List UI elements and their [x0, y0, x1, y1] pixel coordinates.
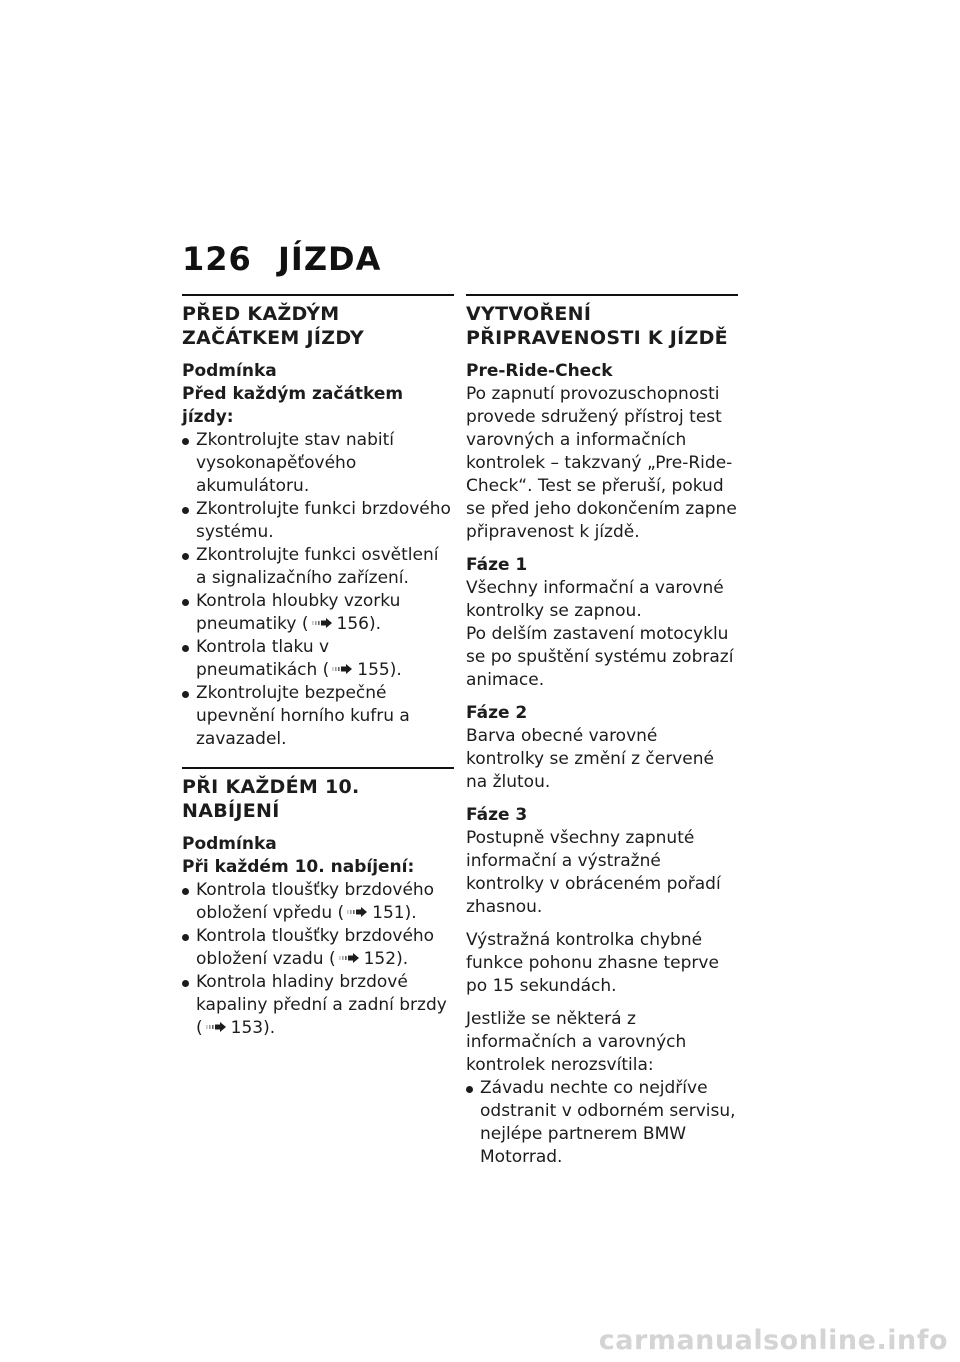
section-divider	[182, 767, 454, 769]
checklist-every-10th-charge	[182, 879, 454, 1040]
bullet-dot-icon	[182, 934, 189, 941]
bullet-item	[182, 429, 454, 498]
page-reference-arrow-icon	[338, 953, 360, 963]
page-reference-link[interactable]: 151	[372, 903, 405, 923]
bullet-text: Zkontrolujte funkci brzdového systému.	[196, 499, 451, 542]
condition-label: Podmínka	[182, 834, 277, 854]
bullet-text: Zkontrolujte stav nabití vysokonapěťového akumulátoru.	[196, 430, 394, 496]
bullet-text: Kontrola hladiny brzdové kapaliny přední a zadní brzdy (	[196, 972, 447, 1038]
bullet-text-after: ).	[404, 903, 417, 923]
bullet-item	[182, 498, 454, 544]
bullet-item	[466, 1077, 738, 1169]
section-title-before-ride: PŘED KAŽDÝM ZAČÁTKEM JÍZDY	[182, 303, 365, 349]
bullet-text: Závadu nechte co nejdříve odstranit v odborném servisu, nejlépe partnerem BMW Motorrad.	[480, 1078, 736, 1167]
bullet-dot-icon	[182, 507, 189, 514]
pre-ride-check-text: Po zapnutí provozuschopnosti provede sdružený přístroj test varovných a informačních kontrolek – takzvaný „Pre-Ride-Check“. Test se přeruší, pokud se před jeho dokončením zapne připravenost k jízdě.	[466, 384, 737, 542]
phase-2-text: Barva obecné varovné kontrolky se změní z červené na žlutou.	[466, 726, 714, 792]
page-reference-arrow-icon	[346, 907, 368, 917]
section-title-ride-readiness: VYTVOŘENÍ PŘIPRAVENOSTI K JÍZDĚ	[466, 303, 728, 349]
bullet-item	[182, 636, 454, 682]
page-reference-arrow-icon	[311, 618, 333, 628]
page-reference-link[interactable]: 153	[230, 1018, 264, 1038]
section-divider	[182, 294, 454, 296]
bullet-text-after: ).	[396, 949, 409, 969]
phase-1-label: Fáze 1	[466, 555, 528, 575]
bullet-dot-icon	[182, 691, 189, 698]
bullet-item	[182, 590, 454, 636]
bullet-item	[182, 971, 454, 1040]
bullet-dot-icon	[182, 599, 189, 606]
bullet-dot-icon	[182, 888, 189, 895]
left-column	[182, 294, 454, 1056]
lamp-not-lit-note: Jestliže se některá z informačních a varovných kontrolek nerozsvítila:	[466, 1009, 687, 1075]
bullet-item	[182, 925, 454, 971]
bullet-dot-icon	[182, 438, 189, 445]
page-reference-link[interactable]: 155	[357, 660, 390, 680]
page-number: 126	[182, 240, 252, 278]
page-reference-arrow-icon	[205, 1022, 227, 1032]
bullet-text: Kontrola tloušťky brzdového obložení vzadu (	[196, 926, 435, 969]
phase-1-text-2: Po delším zastavení motocyklu se po spuštění systému zobrazí animace.	[466, 624, 734, 690]
checklist-lamp-not-lit	[466, 1077, 738, 1169]
phase-3-label: Fáze 3	[466, 805, 528, 825]
checklist-before-ride	[182, 429, 454, 751]
bullet-text-after: ).	[263, 1018, 276, 1038]
section-divider	[466, 294, 738, 296]
bullet-dot-icon	[466, 1086, 473, 1093]
page-header	[182, 240, 381, 278]
bullet-item	[182, 682, 454, 751]
bullet-dot-icon	[182, 980, 189, 987]
condition-text: Před každým začátkem jízdy:	[182, 384, 404, 427]
bullet-dot-icon	[182, 645, 189, 652]
bullet-text: Kontrola hloubky vzorku pneumatiky (	[196, 591, 401, 634]
chapter-title: JÍZDA	[278, 240, 382, 278]
page-reference-arrow-icon	[331, 664, 353, 674]
page-reference-link[interactable]: 156	[336, 614, 369, 634]
phase-3-text: Postupně všechny zapnuté informační a výstražné kontrolky v obráceném pořadí zhasnou.	[466, 828, 721, 917]
pre-ride-check-label: Pre-Ride-Check	[466, 361, 613, 381]
bullet-text: Kontrola tlaku v pneumatikách (	[196, 637, 330, 680]
condition-text: Při každém 10. nabíjení:	[182, 857, 415, 877]
watermark: carmanualsonline.info	[598, 1325, 948, 1356]
bullet-item	[182, 544, 454, 590]
fault-lamp-note: Výstražná kontrolka chybné funkce pohonu zhasne teprve po 15 sekundách.	[466, 930, 719, 996]
bullet-text: Zkontrolujte funkci osvětlení a signalizačního zařízení.	[196, 545, 439, 588]
bullet-text-after: ).	[389, 660, 402, 680]
page-reference-link[interactable]: 152	[363, 949, 397, 969]
bullet-text: Zkontrolujte bezpečné upevnění horního kufru a zavazadel.	[196, 683, 410, 749]
phase-2-label: Fáze 2	[466, 703, 528, 723]
phase-1-text: Všechny informační a varovné kontrolky se zapnou.	[466, 578, 724, 621]
bullet-text-after: ).	[368, 614, 382, 634]
right-column	[466, 294, 738, 1185]
condition-label: Podmínka	[182, 361, 277, 381]
bullet-dot-icon	[182, 553, 189, 560]
section-title-every-10th-charge: PŘI KAŽDÉM 10. NABÍJENÍ	[182, 776, 360, 822]
bullet-item	[182, 879, 454, 925]
bullet-text: Kontrola tloušťky brzdového obložení vpředu (	[196, 880, 435, 923]
